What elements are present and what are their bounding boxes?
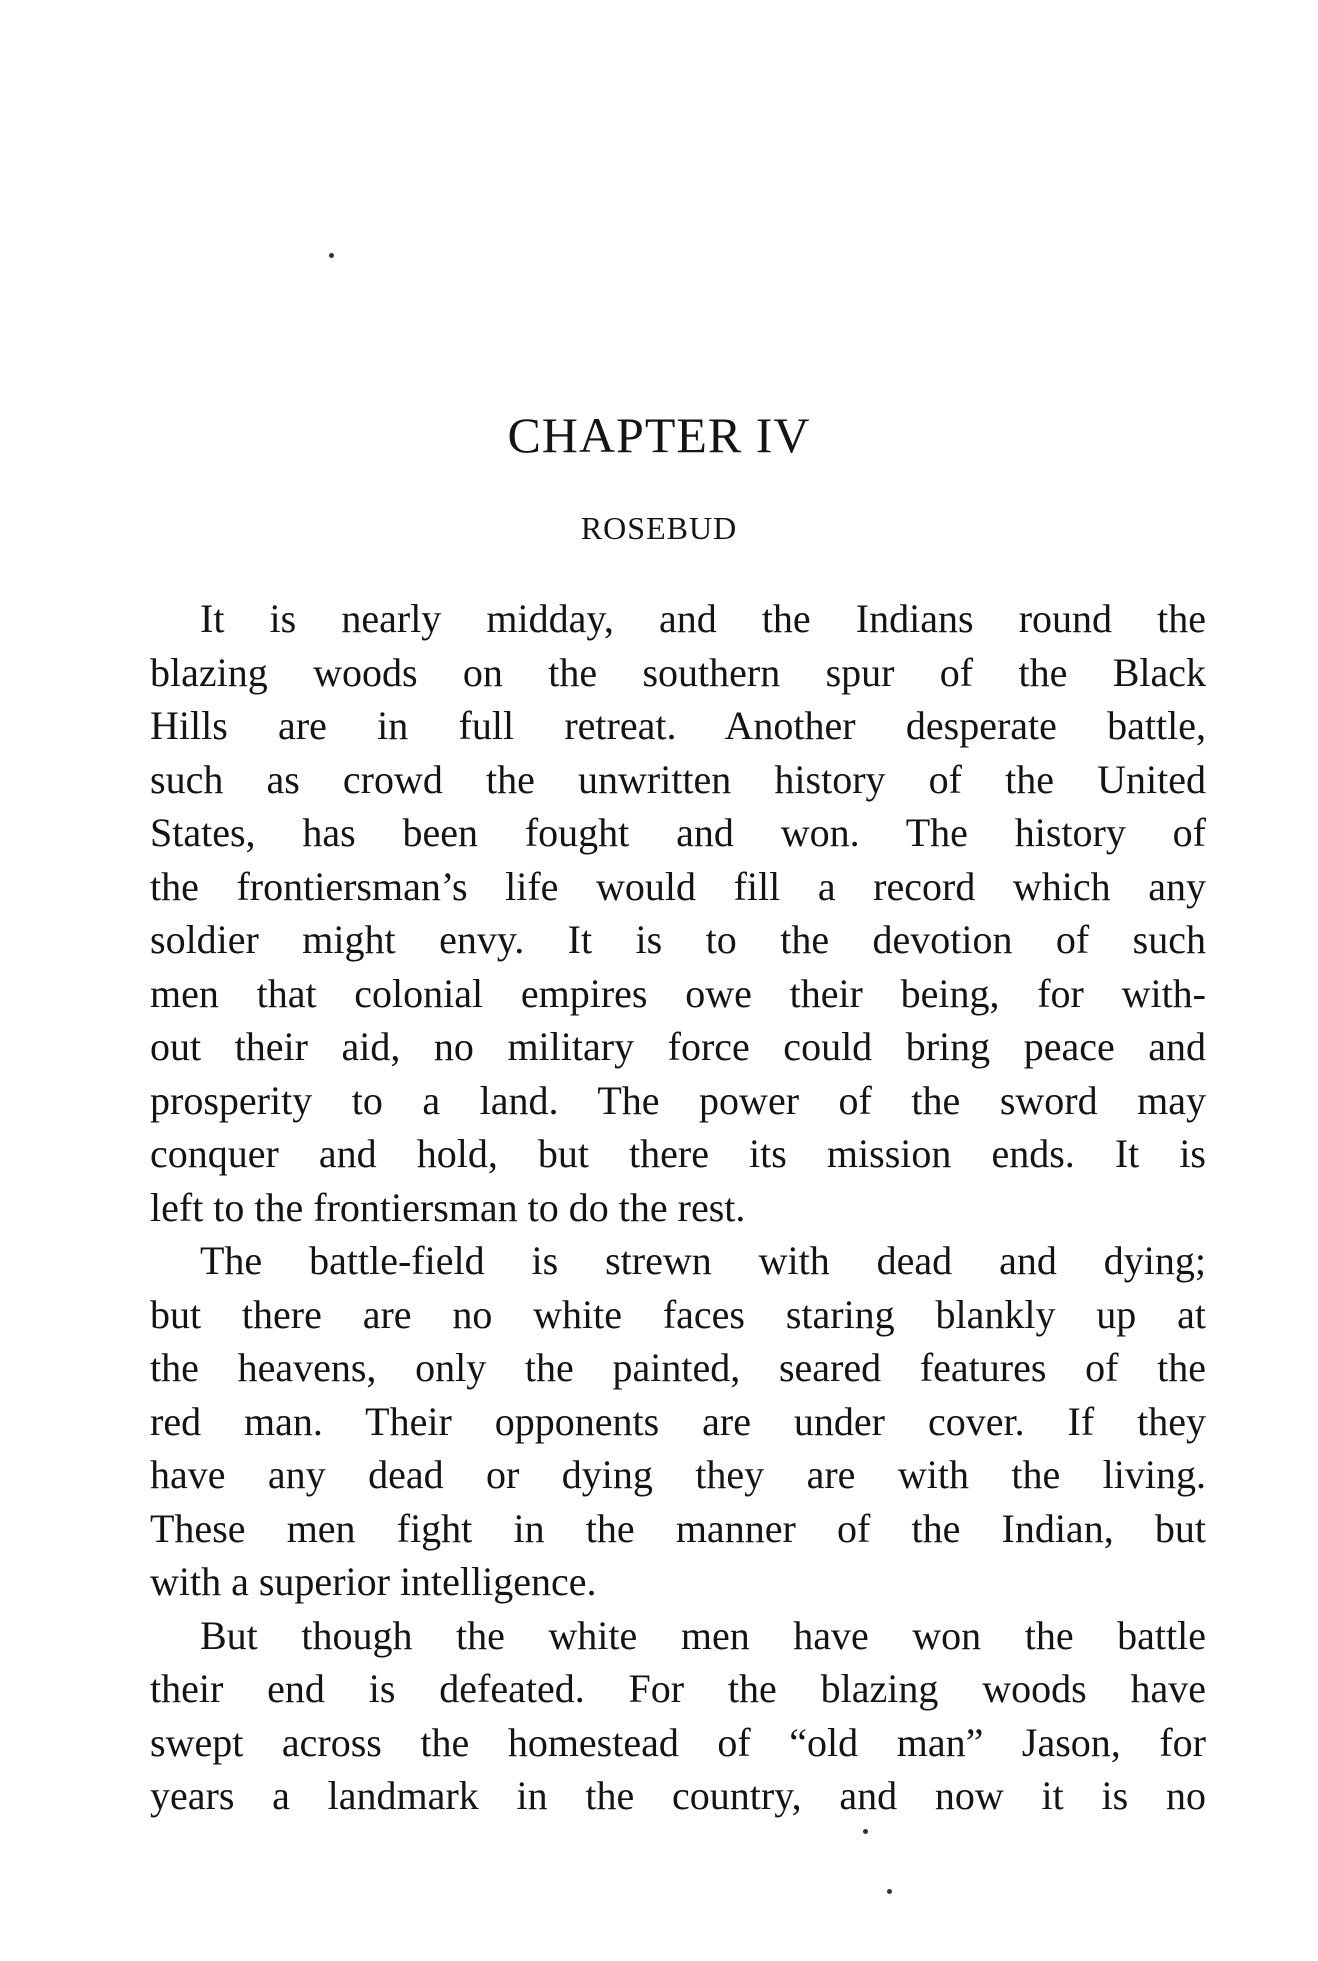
text-line: It is nearly midday, and the Indians round the (200, 596, 1206, 641)
text-line: prosperity to a land. The power of the sword may (150, 1077, 1206, 1123)
text-line: The battle-field is strewn with dead and dying; (200, 1238, 1206, 1283)
ink-speck-bottom-1 (863, 1829, 868, 1834)
text-line: blazing woods on the southern spur of the Black (150, 649, 1206, 695)
text-line: years a landmark in the country, and now it is no (150, 1773, 1206, 1818)
text-line: men that colonial empires owe their being, for with- (150, 970, 1206, 1016)
text-line: their end is defeated. For the blazing woods have (150, 1666, 1206, 1711)
text-line: These men fight in the manner of the Indian, but (150, 1505, 1206, 1551)
text-line: But though the white men have won the battle (200, 1612, 1206, 1658)
chapter-subtitle: ROSEBUD (580, 510, 738, 546)
text-line: out their aid, no military force could bring peace and (150, 1024, 1206, 1069)
text-line: swept across the homestead of “old man” Jason, for (150, 1719, 1206, 1765)
text-line: but there are no white faces staring blankly up at (150, 1291, 1206, 1337)
text-line: with a superior intelligence. (150, 1559, 597, 1604)
text-line: conquer and hold, but there its mission ends. It is (150, 1131, 1206, 1176)
text-line: left to the frontiersman to do the rest. (150, 1184, 746, 1230)
text-line: such as crowd the unwritten history of the United (150, 756, 1206, 802)
body-text (150, 592, 1206, 1823)
text-line: the heavens, only the painted, seared features of the (150, 1345, 1206, 1390)
text-line: the frontiersman’s life would fill a record which any (150, 863, 1206, 909)
text-line: soldier might envy. It is to the devotion of such (150, 917, 1206, 962)
text-line: Hills are in full retreat. Another desperate battle, (150, 703, 1206, 748)
text-line: States, has been fought and won. The history of (150, 810, 1206, 855)
chapter-title: CHAPTER IV (507, 407, 811, 463)
ink-speck-bottom-2 (887, 1889, 892, 1894)
ink-speck-top (329, 253, 334, 258)
text-line: have any dead or dying they are with the living. (150, 1452, 1206, 1497)
text-line: red man. Their opponents are under cover. If they (150, 1398, 1206, 1444)
